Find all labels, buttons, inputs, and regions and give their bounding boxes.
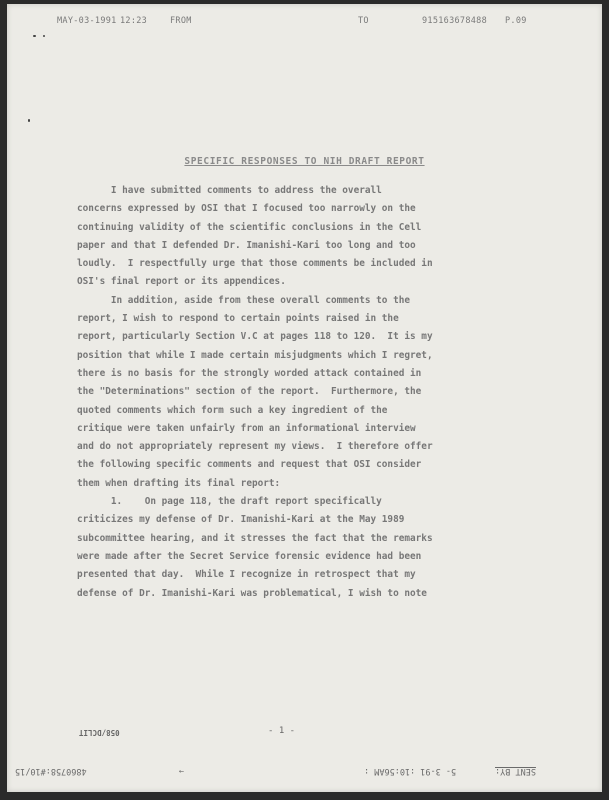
text-line: presented that day. While I recognize in retrospect that my [77, 569, 416, 581]
text-line: and do not appropriately represent my views. I therefore offer [77, 441, 433, 453]
scan-speck [33, 35, 36, 37]
fax-to-label: TO [358, 16, 369, 26]
text-line: OSI's final report or its appendices. [77, 276, 286, 288]
fax-page-label: P.09 [505, 16, 527, 26]
fax-page [7, 4, 602, 792]
footer-code: 058/DCLIT [79, 728, 120, 737]
text-line: the "Determinations" section of the report. Furthermore, the [77, 386, 422, 398]
fax-header [7, 16, 602, 30]
text-line: criticizes my defense of Dr. Imanishi-Kari at the May 1989 [77, 514, 405, 526]
scan-speck [28, 119, 30, 122]
text-line: report, I wish to respond to certain points raised in the [77, 313, 399, 325]
fax-number: 915163678488 [422, 16, 488, 26]
text-line: report, particularly Section V.C at pages 118 to 120. It is my [77, 331, 433, 343]
text-line: defense of Dr. Imanishi-Kari was problematical, I wish to note [77, 587, 427, 599]
text-line: paper and that I defended Dr. Imanishi-Kari too long and too [77, 239, 416, 251]
text-line: critique were taken unfairly from an informational interview [77, 422, 416, 434]
scan-speck [43, 35, 45, 37]
document-title: SPECIFIC RESPONSES TO NIH DRAFT REPORT [184, 156, 425, 167]
text-line: 1. On page 118, the draft report specifically [77, 496, 382, 508]
text-line: the following specific comments and request that OSI consider [77, 459, 422, 471]
text-line: quoted comments which form such a key ingredient of the [77, 404, 388, 416]
fax-footer [7, 766, 602, 782]
arrow-icon: → [179, 766, 185, 776]
text-line: loudly. I respectfully urge that those comments be included in [77, 258, 433, 270]
document-body [77, 182, 497, 603]
paragraph-1 [77, 182, 497, 292]
fax-from-label: FROM [170, 16, 192, 26]
paragraph-2 [77, 292, 497, 493]
page-number: - 1 - [268, 726, 296, 736]
text-line: were made after the Secret Service forensic evidence had been [77, 550, 422, 562]
text-line: concerns expressed by OSI that I focused too narrowly on the [77, 203, 416, 215]
fax-footer-datetime: 5- 3-91 :10:56AM : [364, 766, 457, 776]
fax-time: 12:23 [120, 16, 148, 26]
text-line: position that while I made certain misjudgments which I regret, [77, 349, 433, 361]
text-line: subcommittee hearing, and it stresses the fact that the remarks [77, 532, 433, 544]
fax-footer-id: 4860758:#10/15 [15, 766, 87, 776]
text-line: there is no basis for the strongly worded attack contained in [77, 367, 422, 379]
text-line: continuing validity of the scientific conclusions in the Cell [77, 221, 422, 233]
fax-footer-sent-by: SENT BY: [495, 766, 536, 776]
text-line: I have submitted comments to address the overall [77, 185, 382, 196]
text-line: In addition, aside from these overall comments to the [77, 294, 411, 306]
fax-date: MAY-03-1991 [57, 16, 117, 26]
paragraph-3 [77, 493, 497, 603]
text-line: them when drafting its final report: [77, 477, 281, 489]
